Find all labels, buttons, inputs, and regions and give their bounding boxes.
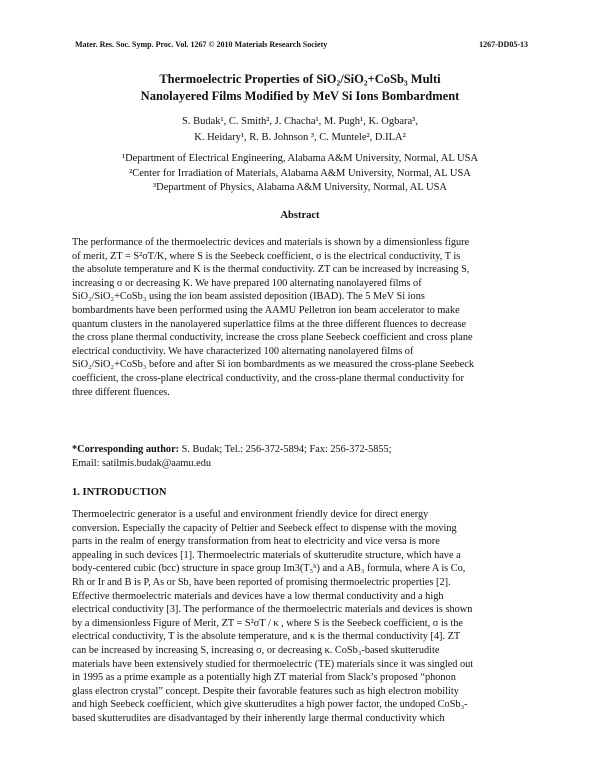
section-heading: 1. INTRODUCTION — [72, 487, 167, 498]
abstract-line: the cross plane thermal conductivity, increase the cross plane Seebeck coefficient and cross plane — [72, 332, 473, 344]
authors-line-2: K. Heidary¹, R. B. Johnson ³, C. Muntele², D.ILA² — [194, 132, 406, 143]
corresponding-email: Email: satilmis.budak@aamu.edu — [72, 458, 212, 469]
intro-line: Effective thermoelectric materials and devices have a low thermal conductivity and a high — [72, 590, 444, 602]
running-header — [75, 40, 528, 49]
paper-id: 1267-DD05-13 — [479, 40, 528, 49]
intro-line: can be increased by increasing S, increasing σ, or decreasing κ. CoSb₃-based skutterudite — [72, 644, 440, 656]
abstract-line: the absolute temperature and K is the thermal conductivity. ZT can be increased by increasing S, — [72, 264, 470, 276]
corresponding-label: *Corresponding author: — [72, 444, 180, 455]
intro-line: conversion. Especially the capacity of Peltier and Seebeck effect to dispense with the moving — [72, 522, 457, 534]
abstract-line: SiO₂/SiO₂+CoSb₃ before and after Si ion bombardments as we measured the cross-plane Seebeck — [72, 359, 475, 371]
paper-title — [0, 71, 600, 105]
affiliation: ¹Department of Electrical Engineering, Alabama A&M University, Normal, AL USA — [121, 153, 479, 164]
intro-line: appealing in such devices [1]. Thermoelectric materials of skutterudite structure, which have a — [72, 549, 461, 561]
intro-line: based skutterudites are disadvantaged by their inherently large thermal conductivity which — [72, 712, 445, 724]
intro-line: electrical conductivity, T is the absolute temperature, and κ is the thermal conductivity [4]. ZT — [72, 631, 461, 643]
corresponding-contact: S. Budak; Tel.: 256-372-5894; Fax: 256-372-5855; — [179, 444, 392, 455]
intro-line: Rh or Ir and B is P, As or Sb, have been reported of promising thermoelectric properties [2]. — [72, 576, 451, 588]
abstract-line: bombardments have been performed using the AAMU Pelletron ion beam accelerator to make — [72, 304, 460, 316]
intro-line: parts in the realm of energy transformation from heat to electricity and vice versa is more — [72, 536, 440, 548]
affiliations — [0, 152, 600, 196]
abstract-line: increasing σ or decreasing K. We have prepared 100 alternating nanolayered films of — [72, 277, 422, 289]
intro-line: glass electron crystal” concept. Despite their favorable features such as high electron mobility — [72, 685, 459, 697]
abstract-line: coefficient, the cross-plane electrical conductivity, and the cross-plane thermal conductivity for — [72, 372, 464, 384]
intro-line: materials have been extensively studied for thermoelectric (TE) materials since it was singled out — [72, 658, 474, 670]
intro-line: body-centered cubic (bcc) structure in space group Im3(T₅ʰ) and a AB₃ formula, where A is Co, — [72, 563, 466, 575]
authors-line-1: S. Budak¹, C. Smith², J. Chacha¹, M. Pugh¹, K. Ogbara³, — [182, 116, 418, 127]
intro-line: in 1995 as a prime example as a potentially high ZT material from Slack’s proposed “phonon — [72, 672, 456, 684]
abstract-line: quantum clusters in the nanolayered superlattice films at the three different fluences to decrease — [72, 318, 467, 330]
corresponding-author — [72, 443, 529, 471]
title-line-1: Thermoelectric Properties of SiO₂/SiO₂+CoSb₃ Multi — [159, 72, 441, 86]
intro-body — [72, 508, 529, 726]
author-list — [0, 114, 600, 146]
title-line-2: Nanolayered Films Modified by MeV Si Ions Bombardment — [140, 89, 460, 103]
abstract-line: SiO₂/SiO₂+CoSb₃ using the ion beam assisted deposition (IBAD). The 5 MeV Si ions — [72, 291, 425, 303]
abstract-body — [72, 236, 529, 399]
journal-citation: Mater. Res. Soc. Symp. Proc. Vol. 1267 © 2010 Materials Research Society — [75, 40, 328, 49]
intro-line: electrical conductivity [3]. The performance of the thermoelectric materials and devices is shown — [72, 604, 473, 616]
intro-line: Thermoelectric generator is a useful and environment friendly device for direct energy — [72, 509, 429, 520]
affiliation: ³Department of Physics, Alabama A&M University, Normal, AL USA — [153, 182, 447, 193]
abstract-line: The performance of the thermoelectric devices and materials is shown by a dimensionless figure — [72, 237, 470, 248]
intro-line: by a dimensionless Figure of Merit, ZT = S²σT / κ , where S is the Seebeck coefficient, σ is the — [72, 617, 463, 629]
abstract-line: of merit, ZT = S²σT/K, where S is the Seebeck coefficient, σ is the electrical conductivity, T is — [72, 250, 461, 262]
abstract-heading: Abstract — [280, 210, 320, 221]
affiliation: ²Center for Irradiation of Materials, Alabama A&M University, Normal, AL USA — [129, 167, 471, 179]
abstract-line: three different fluences. — [72, 386, 170, 398]
intro-line: and high Seebeck coefficient, which give skutterudites a high power factor, the undoped CoSb₃- — [72, 699, 468, 711]
abstract-line: electrical conductivity. We have characterized 100 alternating nanolayered films of — [72, 345, 414, 357]
